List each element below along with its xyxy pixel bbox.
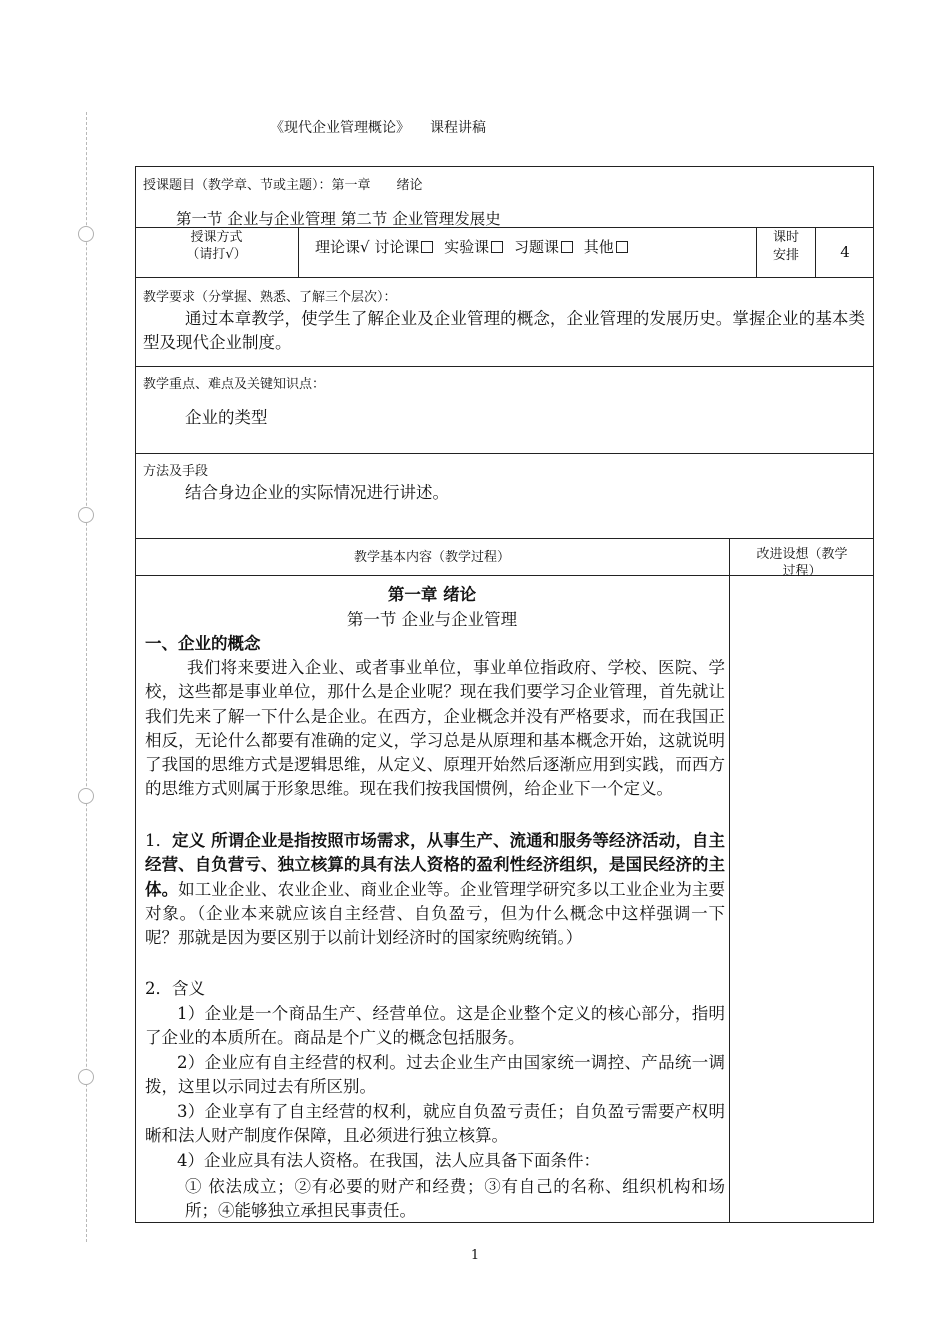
content-header-main: 教学基本内容（教学过程） [353, 550, 510, 565]
binding-hole [78, 788, 94, 804]
checkbox-icon[interactable] [561, 241, 573, 253]
meaning-item-3: 3）企业享有了自主经营的权利，就应自负盈亏责任；自负盈亏需要产权明晰和法人财产制度作保障，且必须进行独立核算。 [145, 1102, 725, 1146]
binding-hole [78, 507, 94, 523]
method-option-exercise: 习题课 [513, 238, 559, 256]
meaning-item-1: 1）企业是一个商品生产、经营单位。这是企业整个定义的核心部分，指明了企业的本质所在。商品是个广义的概念包括服务。 [145, 1004, 725, 1048]
meaning-label: 2．含义 [145, 979, 205, 998]
hours-label: 课时 安排 [772, 230, 799, 263]
doc-type: 课程讲稿 [430, 120, 486, 136]
method-option-theory: 理论课√ [315, 238, 370, 256]
row-divider [135, 366, 874, 367]
course-title: 《现代企业管理概论》 [270, 120, 410, 136]
method-option-other: 其他 [583, 238, 614, 256]
row-divider [135, 453, 874, 454]
topic-sections: 第一节 企业与企业管理 第二节 企业管理发展史 [176, 210, 501, 228]
methods-label: 方法及手段 [143, 464, 209, 479]
meaning-item-4: 4）企业应具有法人资格。在我国，法人应具备下面条件： [177, 1151, 600, 1170]
content-header-side: 改进设想（教学 过程） [756, 547, 848, 579]
meaning-item-2: 2）企业应有自主经营的权利。过去企业生产由国家统一调控、产品统一调拨，这里以示同过去有所区别。 [145, 1053, 725, 1097]
chapter-title: 第一章 绪论 [387, 585, 477, 604]
topic-label: 授课题目（教学章、节或主题）：第一章 绪论 [143, 178, 423, 193]
topic-chapter: 绪论 [396, 178, 423, 193]
heading-enterprise-concept: 一、企业的概念 [145, 634, 261, 653]
binding-hole [78, 1069, 94, 1085]
legal-person-conditions: ① 依法成立；②有必要的财产和经费；③有自己的名称、组织机构和场所；④能够独立承担民事责任。 [185, 1177, 725, 1221]
key-points-text: 企业的类型 [185, 408, 268, 427]
method-label: 授课方式 （请打√） [186, 230, 247, 262]
notes-column-divider [729, 538, 730, 1223]
requirements-label: 教学要求（分掌握、熟悉、了解三个层次）： [143, 290, 397, 305]
checkbox-icon[interactable] [616, 241, 628, 253]
definition-rest: 如工业企业、农业企业、商业企业等。企业管理学研究多以工业企业为主要对象。（企业本来就应该自主经营、自负盈亏，但为什么概念中这样强调一下呢？那就是因为要区别于以前计划经济时的国家统购统销。） [145, 879, 726, 948]
checkbox-icon[interactable] [421, 241, 433, 253]
method-option-lab: 实验课 [444, 238, 490, 256]
definition-paragraph: 1．定义 所谓企业是指按照市场需求，从事生产、流通和服务等经济活动，自主经营、自负营亏、独立核算的具有法人资格的盈利性经济组织，是国民经济的主体。如工业企业、农业企业、商业企业等。企业管理学研究多以工业企业为主要对象。（企业本来就应该自主经营、自负盈亏，但为什么概念中这样强调一下呢？那就是因为要区别于以前计划经济时的国家统购统销。） [145, 831, 726, 948]
binding-hole [78, 226, 94, 242]
requirements-text: 通过本章教学，使学生了解企业及企业管理的概念，企业管理的发展历史。掌握企业的基本类型及现代企业制度。 [143, 309, 865, 352]
document-header [270, 117, 486, 137]
method-option-discussion: 讨论课 [374, 238, 420, 256]
hours-value: 4 [840, 243, 850, 261]
method-options [315, 236, 634, 257]
key-points-label: 教学重点、难点及关键知识点： [143, 377, 326, 392]
definition-bold: 定义 所谓企业是指按照市场需求，从事生产、流通和服务等经济活动，自主经营、自负营亏、独立核算的具有法人资格的盈利性经济组织，是国民经济的主体。 [145, 831, 725, 899]
checkbox-icon[interactable] [491, 241, 503, 253]
methods-text: 结合身边企业的实际情况进行讲述。 [185, 483, 449, 502]
intro-paragraph: 我们将来要进入企业、或者事业单位，事业单位指政府、学校、医院、学校，这些都是事业单位，那什么是企业呢？现在我们要学习企业管理，首先就让我们先来了解一下什么是企业。在西方，企业概念并没有严格要求，而在我国正相反，无论什么都要有准确的定义，学习总是从原理和基本概念开始，这就说明了我国的思维方式是逻辑思维，从定义、原理开始然后逐渐应用到实践，而西方的思维方式则属于形象思维。现在我们按我国惯例，给企业下一个定义。 [145, 658, 725, 799]
section-title: 第一节 企业与企业管理 [346, 610, 518, 629]
page-number: 1 [470, 1248, 480, 1263]
